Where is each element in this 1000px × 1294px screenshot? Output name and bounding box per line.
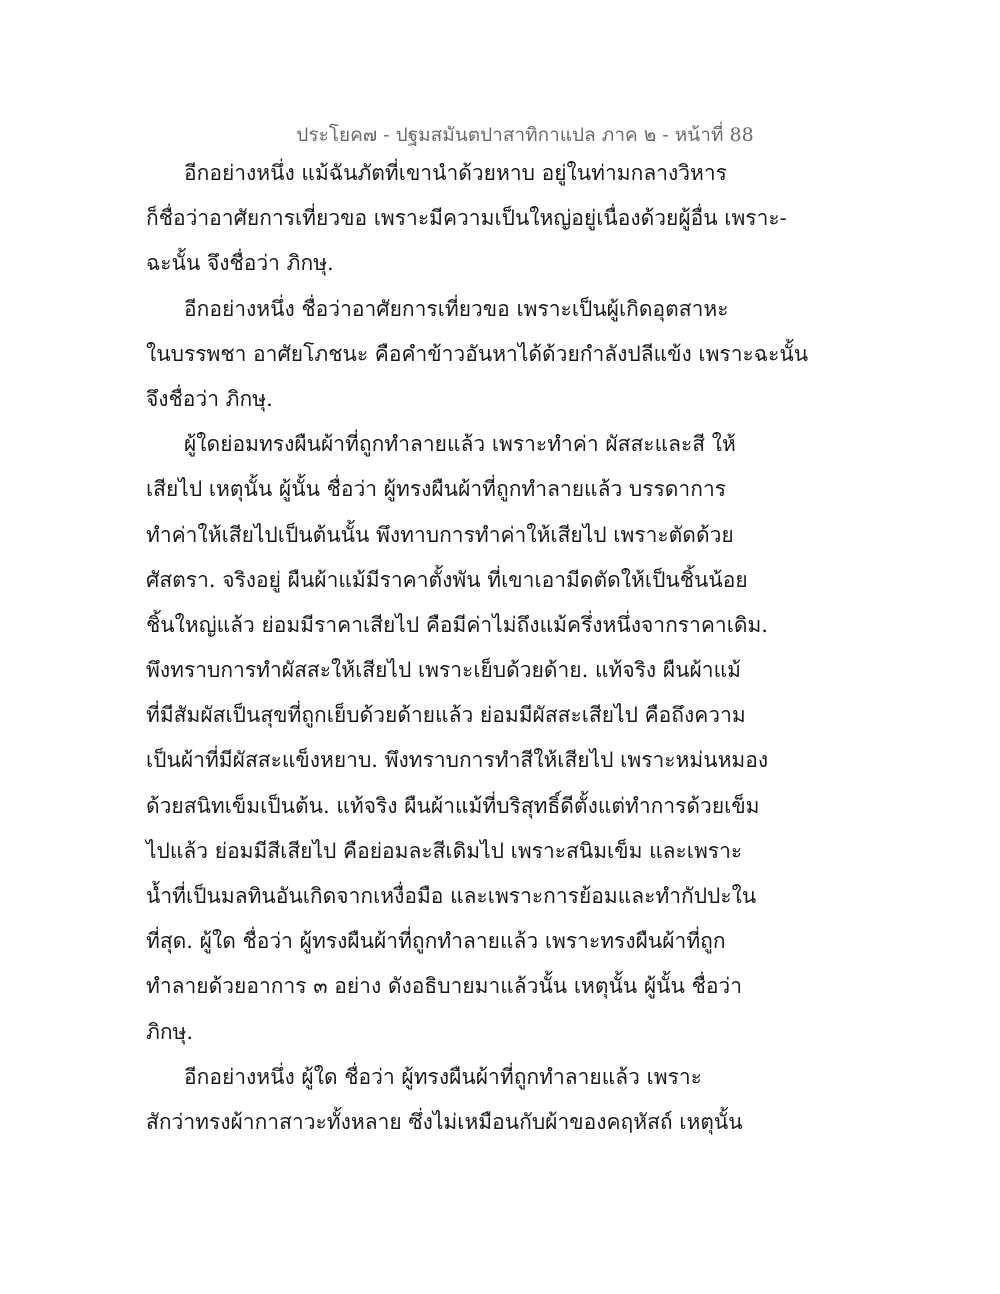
text-line: ภิกษุ.	[146, 1019, 194, 1044]
body-text	[146, 151, 809, 1145]
text-line: น้ำที่เป็นมลทินอันเกิดจากเหงื่อมือ และเพราะการย้อมและทำกัปปะใน	[146, 884, 757, 908]
text-line: พึงทราบการทำผัสสะให้เสียไป เพราะเย็บด้วยด้าย. แท้จริง ผืนผ้าแม้	[146, 658, 741, 683]
text-line: ก็ชื่อว่าอาศัยการเที่ยวขอ เพราะมีความเป็นใหญ่อยู่เนื่องด้วยผู้อื่น เพราะ-	[146, 206, 787, 231]
text-line: ศัสตรา. จริงอยู่ ผืนผ้าแม้มีราคาตั้งพัน ที่เขาเอามีดตัดให้เป็นชิ้นน้อย	[146, 567, 748, 592]
text-line: อีกอย่างหนึ่ง ชื่อว่าอาศัยการเที่ยวขอ เพราะเป็นผู้เกิดอุตสาหะ	[184, 296, 729, 321]
text-line: ด้วยสนิทเข็มเป็นต้น. แท้จริง ผืนผ้าแม้ที่บริสุทธิ์ดีตั้งแต่ทำการด้วยเข็ม	[146, 793, 760, 818]
text-line: เป็นผ้าที่มีผัสสะแข็งหยาบ. พึงทราบการทำสีให้เสียไป เพราะหม่นหมอง	[146, 748, 769, 773]
text-line: สักว่าทรงผ้ากาสาวะทั้งหลาย ซึ่งไม่เหมือนกับผ้าของคฤหัสถ์ เหตุนั้น	[146, 1109, 743, 1134]
page-header: ประโยค๗ - ปฐมสมันตปาสาทิกาแปล ภาค ๒ - หน้าที่ 88	[296, 124, 754, 146]
text-line: ทำลายด้วยอาการ ๓ อย่าง ดังอธิบายมาแล้วนั้น เหตุนั้น ผู้นั้น ชื่อว่า	[146, 974, 743, 999]
text-line: ฉะนั้น จึงชื่อว่า ภิกษุ.	[146, 251, 334, 276]
text-line: ชิ้นใหญ่แล้ว ย่อมมีราคาเสียไป คือมีค่าไม่ถึงแม้ครึ่งหนึ่งจากราคาเดิม.	[146, 612, 769, 637]
text-line: ที่มีสัมผัสเป็นสุขที่ถูกเย็บด้วยด้ายแล้ว ย่อมมีผัสสะเสียไป คือถึงความ	[146, 703, 746, 728]
text-line: ทำค่าให้เสียไปเป็นต้นนั้น พึงทาบการทำค่าให้เสียไป เพราะตัดด้วย	[146, 522, 734, 547]
text-line: ที่สุด. ผู้ใด ชื่อว่า ผู้ทรงผืนผ้าที่ถูกทำลายแล้ว เพราะทรงผืนผ้าที่ถูก	[146, 929, 726, 954]
text-line: อีกอย่างหนึ่ง แม้ฉันภัตที่เขานำด้วยหาบ อยู่ในท่ามกลางวิหาร	[184, 161, 727, 185]
text-line: จึงชื่อว่า ภิกษุ.	[146, 386, 273, 411]
text-line: ผู้ใดย่อมทรงผืนผ้าที่ถูกทำลายแล้ว เพราะทำค่า ผัสสะและสี ให้	[184, 432, 736, 457]
text-line: เสียไป เหตุนั้น ผู้นั้น ชื่อว่า ผู้ทรงผืนผ้าที่ถูกทำลายแล้ว บรรดาการ	[146, 477, 727, 502]
text-line: ไปแล้ว ย่อมมีสีเสียไป คือย่อมละสีเดิมไป เพราะสนิมเข็ม และเพราะ	[146, 838, 743, 863]
text-line: ในบรรพชา อาศัยโภชนะ คือคำข้าวอันหาได้ด้วยกำลังปลีแข้ง เพราะฉะนั้น	[146, 341, 809, 366]
text-line: อีกอย่างหนึ่ง ผู้ใด ชื่อว่า ผู้ทรงผืนผ้าที่ถูกทำลายแล้ว เพราะ	[184, 1064, 702, 1089]
